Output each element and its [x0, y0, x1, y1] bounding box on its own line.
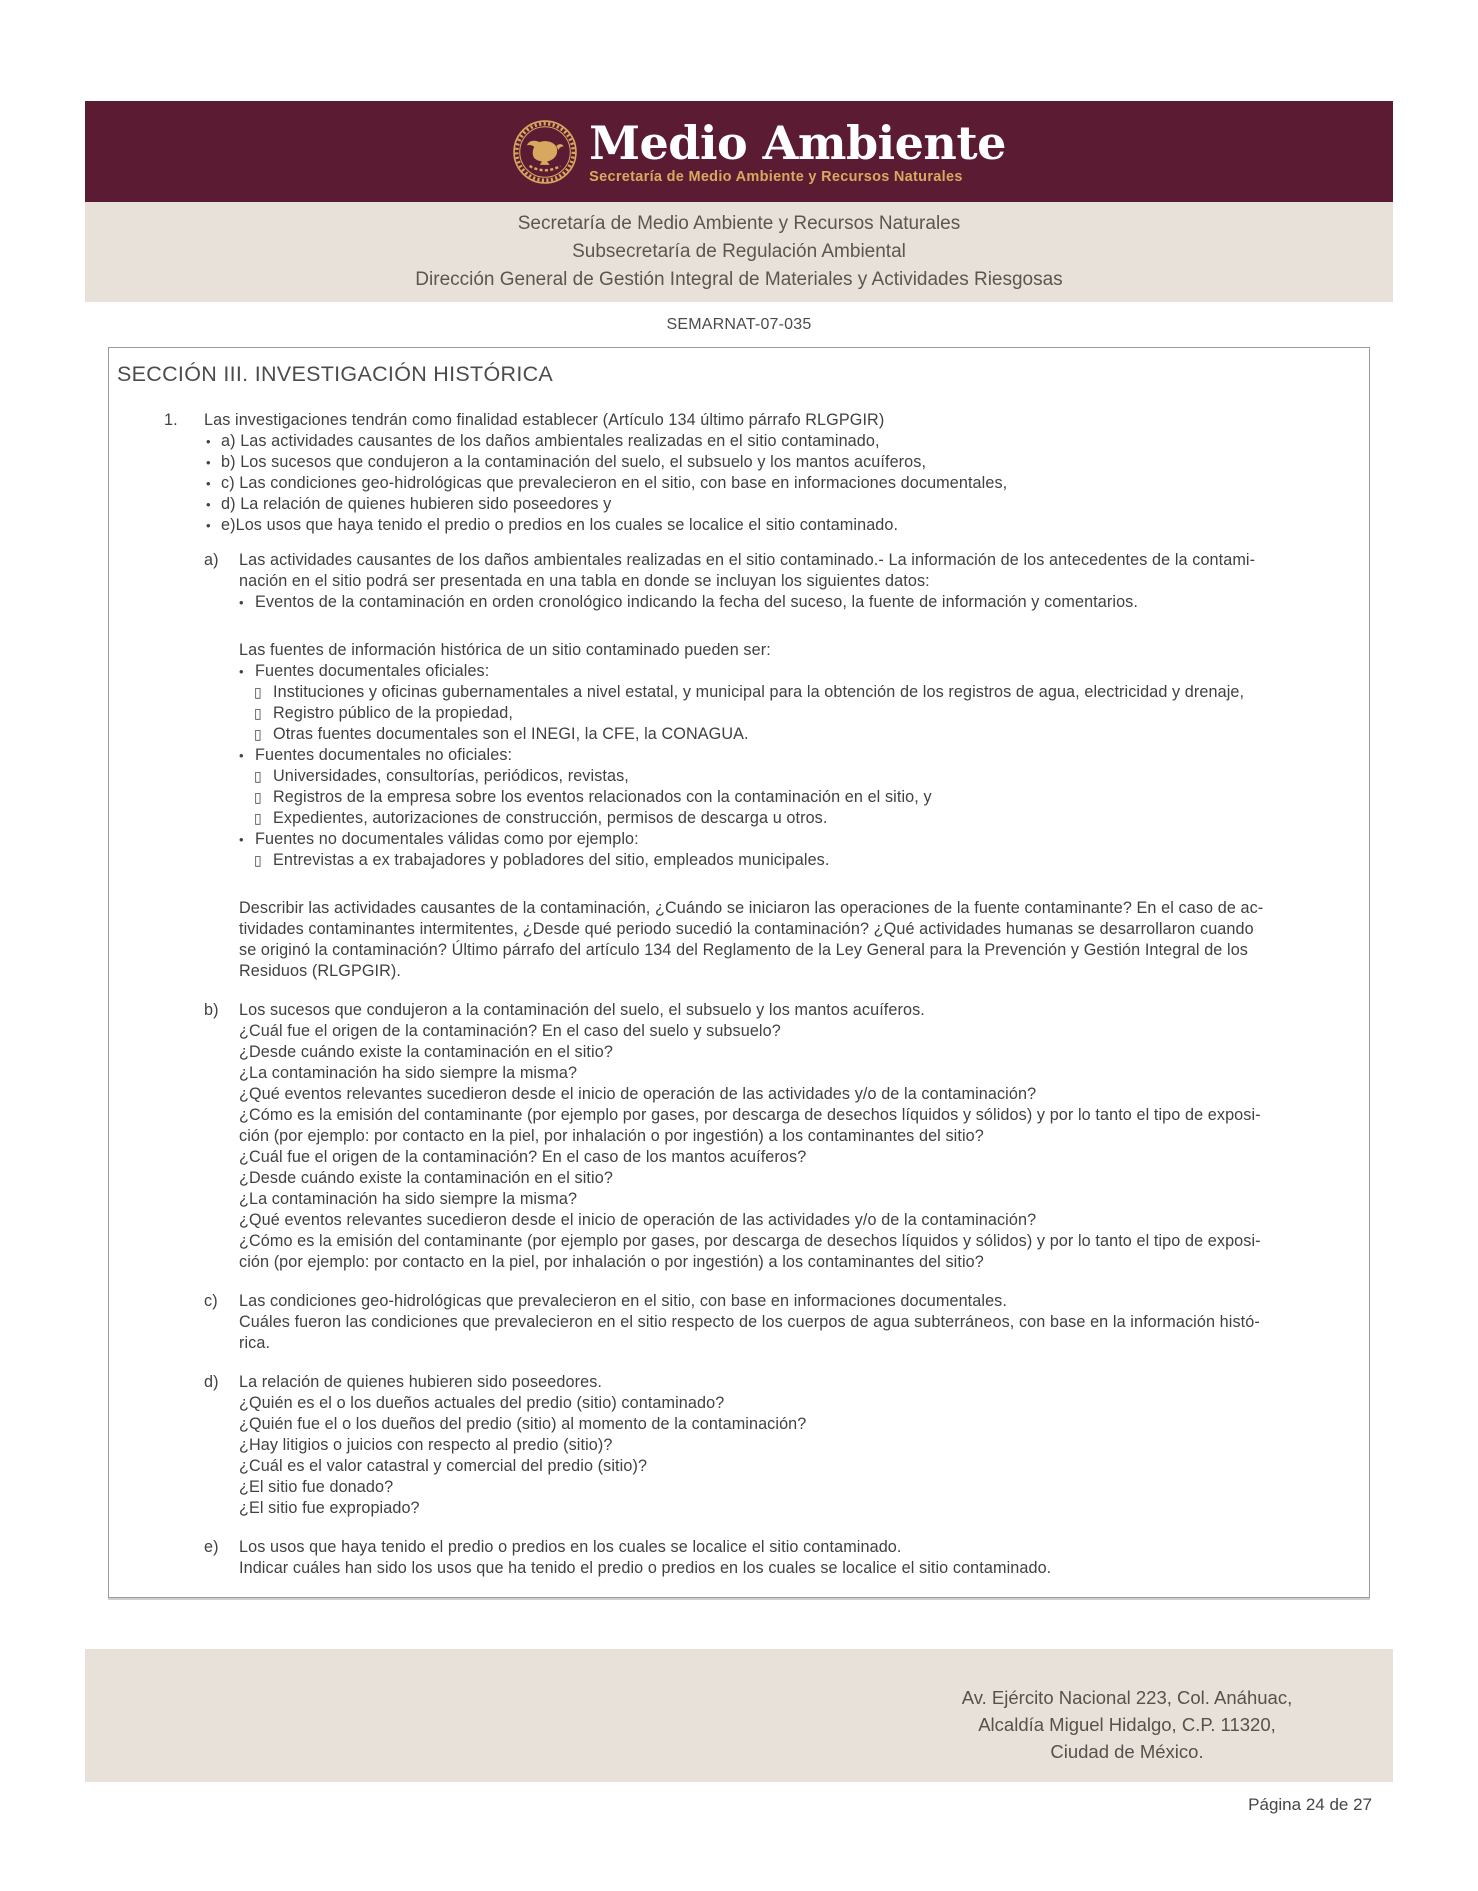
page-number: Página 24 de 27	[1248, 1795, 1372, 1814]
line-text: Indicar cuáles han sido los usos que ha tenido el predio o predios en los cuales se localice el sitio contaminado.	[239, 1559, 1052, 1577]
document-line	[239, 1063, 1341, 1084]
document-line	[239, 592, 1341, 613]
bullet-icon: •	[206, 497, 211, 512]
line-text: se originó la contaminación? Último párrafo del artículo 134 del Reglamento de la Ley General para la Prevención y Gestión Integral de los	[239, 941, 1248, 959]
missing-glyph-icon: ▯	[254, 768, 262, 784]
list-marker: e)	[204, 1538, 219, 1556]
missing-glyph-icon: ▯	[254, 852, 262, 868]
missing-glyph-icon: ▯	[254, 810, 262, 826]
document-line	[254, 787, 1341, 808]
list-marker: b)	[204, 1001, 219, 1019]
line-text: Fuentes documentales oficiales:	[255, 662, 490, 680]
line-text: Instituciones y oficinas gubernamentales a nivel estatal, y municipal para la obtención de los registros de agua, electricidad y drenaje,	[273, 683, 1245, 701]
document-line	[239, 1189, 1341, 1210]
address-line-3: Ciudad de México.	[1050, 1741, 1204, 1762]
line-text: Otras fuentes documentales son el INEGI, la CFE, la CONAGUA.	[273, 725, 749, 743]
line-text: rica.	[239, 1334, 271, 1352]
document-line	[239, 1312, 1341, 1333]
line-text: Residuos (RLGPGIR).	[239, 962, 402, 980]
section-box	[108, 347, 1370, 1598]
bullet-icon: •	[206, 434, 211, 449]
line-text: Registro público de la propiedad,	[273, 704, 513, 722]
list-marker: d)	[204, 1373, 219, 1391]
document-line	[206, 494, 1341, 515]
document-line	[204, 1372, 1341, 1393]
paragraph-gap	[117, 536, 1341, 550]
document-line	[239, 1456, 1341, 1477]
address-line-1: Av. Ejército Nacional 223, Col. Anáhuac,	[961, 1687, 1293, 1708]
document-line	[239, 1210, 1341, 1231]
document-line	[206, 452, 1341, 473]
document-line	[239, 1435, 1341, 1456]
line-text: Fuentes documentales no oficiales:	[255, 746, 513, 764]
line-text: Registros de la empresa sobre los eventos relacionados con la contaminación en el sitio, y	[273, 788, 932, 806]
line-text: Entrevistas a ex trabajadores y pobladores del sitio, empleados municipales.	[273, 851, 830, 869]
document-line	[254, 682, 1341, 703]
line-text: Las condiciones geo-hidrológicas que prevalecieron en el sitio, con base en informaciones documentales.	[239, 1292, 1007, 1310]
line-text: ¿Qué eventos relevantes sucedieron desde el inicio de operación de las actividades y/o de la contaminación?	[239, 1085, 1037, 1103]
line-text: b) Los sucesos que condujeron a la contaminación del suelo, el subsuelo y los mantos acuíferos,	[221, 453, 927, 471]
form-code: SEMARNAT-07-035	[666, 315, 812, 333]
list-marker: a)	[204, 551, 219, 569]
paragraph-gap	[117, 871, 1341, 898]
document-line	[204, 550, 1341, 571]
line-text: ción (por ejemplo: por contacto en la piel, por inhalación o por ingestión) a los contaminantes del sitio?	[239, 1127, 984, 1145]
document-line	[239, 829, 1341, 850]
document-line	[239, 745, 1341, 766]
document-line	[206, 473, 1341, 494]
org-line-2: Subsecretaría de Regulación Ambiental	[572, 241, 906, 262]
line-text: Los usos que haya tenido el predio o predios en los cuales se localice el sitio contaminado.	[239, 1538, 902, 1556]
line-text: ¿Quién fue el o los dueños del predio (sitio) al momento de la contaminación?	[239, 1415, 807, 1433]
org-header-band	[85, 202, 1393, 302]
document-line	[239, 640, 1341, 661]
line-text: ¿Cuál fue el origen de la contaminación? En el caso del suelo y subsuelo?	[239, 1022, 781, 1040]
missing-glyph-icon: ▯	[254, 684, 262, 700]
document-line	[239, 1042, 1341, 1063]
missing-glyph-icon: ▯	[254, 789, 262, 805]
line-text: ¿Cuál fue el origen de la contaminación? En el caso de los mantos acuíferos?	[239, 1148, 807, 1166]
line-text: e)Los usos que haya tenido el predio o predios en los cuales se localice el sitio contaminado.	[221, 516, 899, 534]
document-line	[254, 850, 1341, 871]
paragraph-gap	[117, 982, 1341, 1000]
line-text: Las investigaciones tendrán como finalidad establecer (Artículo 134 último párrafo RLGPGIR)	[204, 411, 885, 429]
document-line	[239, 571, 1341, 592]
line-text: tividades contaminantes intermitentes, ¿Desde qué periodo sucedió la contaminación? ¿Qué actividades humanas se desarrollaron cuando	[239, 920, 1254, 938]
line-text: ¿La contaminación ha sido siempre la misma?	[239, 1064, 578, 1082]
section-body	[117, 410, 1341, 1579]
bullet-icon: •	[206, 476, 211, 491]
document-line	[254, 703, 1341, 724]
paragraph-gap	[117, 613, 1341, 640]
bullet-icon: •	[206, 455, 211, 470]
line-text: Fuentes no documentales válidas como por ejemplo:	[255, 830, 639, 848]
line-text: ¿Cuál es el valor catastral y comercial del predio (sitio)?	[239, 1457, 648, 1475]
document-line	[239, 1558, 1341, 1579]
document-line	[204, 1537, 1341, 1558]
document-line	[239, 919, 1341, 940]
mexico-coat-of-arms-icon	[512, 119, 578, 185]
document-line	[239, 1147, 1341, 1168]
document-line	[239, 1105, 1341, 1126]
line-text: ción (por ejemplo: por contacto en la piel, por inhalación o por ingestión) a los contaminantes del sitio?	[239, 1253, 984, 1271]
medio-ambiente-logo	[512, 115, 1006, 185]
document-line	[239, 1021, 1341, 1042]
line-text: ¿Cómo es la emisión del contaminante (por ejemplo por gases, por descarga de desechos líquidos y sólidos) y por lo tanto el tipo de exposi-	[239, 1232, 1261, 1250]
line-text: Eventos de la contaminación en orden cronológico indicando la fecha del suceso, la fuente de información y comentarios.	[255, 593, 1138, 611]
missing-glyph-icon: ▯	[254, 726, 262, 742]
line-text: ¿El sitio fue expropiado?	[239, 1499, 420, 1517]
paragraph-gap	[117, 1519, 1341, 1537]
address-block	[937, 1684, 1317, 1765]
bullet-icon: •	[239, 748, 244, 763]
line-text: ¿Quién es el o los dueños actuales del predio (sitio) contaminado?	[239, 1394, 725, 1412]
footer-banner	[85, 1649, 1393, 1782]
document-line	[239, 661, 1341, 682]
document-line	[239, 1414, 1341, 1435]
document-line	[239, 961, 1341, 982]
document-line	[254, 808, 1341, 829]
line-text: Cuáles fueron las condiciones que prevalecieron en el sitio respecto de los cuerpos de agua subterráneos, con base en la información histó-	[239, 1313, 1260, 1331]
list-marker: c)	[204, 1292, 218, 1310]
bullet-icon: •	[239, 595, 244, 610]
document-line	[206, 515, 1341, 536]
document-line	[239, 1333, 1341, 1354]
document-line	[239, 1168, 1341, 1189]
line-text: d) La relación de quienes hubieren sido poseedores y	[221, 495, 612, 513]
line-text: ¿Desde cuándo existe la contaminación en el sitio?	[239, 1043, 613, 1061]
line-text: Las fuentes de información histórica de un sitio contaminado pueden ser:	[239, 641, 771, 659]
line-text: a) Las actividades causantes de los daños ambientales realizadas en el sitio contaminado,	[221, 432, 880, 450]
paragraph-gap	[117, 1354, 1341, 1372]
document-line	[206, 431, 1341, 452]
line-text: ¿Desde cuándo existe la contaminación en el sitio?	[239, 1169, 613, 1187]
line-text: c) Las condiciones geo-hidrológicas que prevalecieron en el sitio, con base en informaciones documentales,	[221, 474, 1008, 492]
brand-wordmark: Medio Ambiente	[589, 115, 1006, 170]
line-text: Las actividades causantes de los daños ambientales realizadas en el sitio contaminado.- La información de los antecedentes de la contami-	[239, 551, 1256, 569]
document-line	[254, 724, 1341, 745]
document-line	[204, 1000, 1341, 1021]
org-line-1: Secretaría de Medio Ambiente y Recursos Naturales	[517, 213, 961, 234]
line-text: ¿El sitio fue donado?	[239, 1478, 394, 1496]
logo-text	[589, 115, 1006, 185]
section-title: SECCIÓN III. INVESTIGACIÓN HISTÓRICA	[117, 362, 554, 386]
bullet-icon: •	[206, 518, 211, 533]
line-text: ¿La contaminación ha sido siempre la misma?	[239, 1190, 578, 1208]
document-line	[239, 1084, 1341, 1105]
header-banner	[85, 101, 1393, 202]
document-line	[254, 766, 1341, 787]
line-text: La relación de quienes hubieren sido poseedores.	[239, 1373, 602, 1391]
list-marker: 1.	[164, 411, 178, 429]
line-text: ¿Cómo es la emisión del contaminante (por ejemplo por gases, por descarga de desechos líquidos y sólidos) y por lo tanto el tipo de exposi-	[239, 1106, 1261, 1124]
line-text: ¿Hay litigios o juicios con respecto al predio (sitio)?	[239, 1436, 613, 1454]
document-line	[239, 898, 1341, 919]
document-line	[239, 940, 1341, 961]
brand-tagline: Secretaría de Medio Ambiente y Recursos Naturales	[589, 168, 963, 185]
document-line	[239, 1231, 1341, 1252]
document-line	[204, 1291, 1341, 1312]
line-text: ¿Qué eventos relevantes sucedieron desde el inicio de operación de las actividades y/o de la contaminación?	[239, 1211, 1037, 1229]
bullet-icon: •	[239, 832, 244, 847]
line-text: Describir las actividades causantes de la contaminación, ¿Cuándo se iniciaron las operaciones de la fuente contaminante? En el caso de ac-	[239, 899, 1264, 917]
document-line	[239, 1477, 1341, 1498]
line-text: nación en el sitio podrá ser presentada en una tabla en donde se incluyan los siguientes datos:	[239, 572, 930, 590]
document-line	[164, 410, 1341, 431]
bullet-icon: •	[239, 664, 244, 679]
org-line-3: Dirección General de Gestión Integral de Materiales y Actividades Riesgosas	[415, 269, 1063, 290]
document-line	[239, 1498, 1341, 1519]
document-line	[239, 1126, 1341, 1147]
line-text: Expedientes, autorizaciones de construcción, permisos de descarga u otros.	[273, 809, 828, 827]
document-line	[239, 1393, 1341, 1414]
missing-glyph-icon: ▯	[254, 705, 262, 721]
paragraph-gap	[117, 1273, 1341, 1291]
address-line-2: Alcaldía Miguel Hidalgo, C.P. 11320,	[978, 1714, 1276, 1735]
line-text: Universidades, consultorías, periódicos, revistas,	[273, 767, 629, 785]
line-text: Los sucesos que condujeron a la contaminación del suelo, el subsuelo y los mantos acuíferos.	[239, 1001, 925, 1019]
document-line	[239, 1252, 1341, 1273]
